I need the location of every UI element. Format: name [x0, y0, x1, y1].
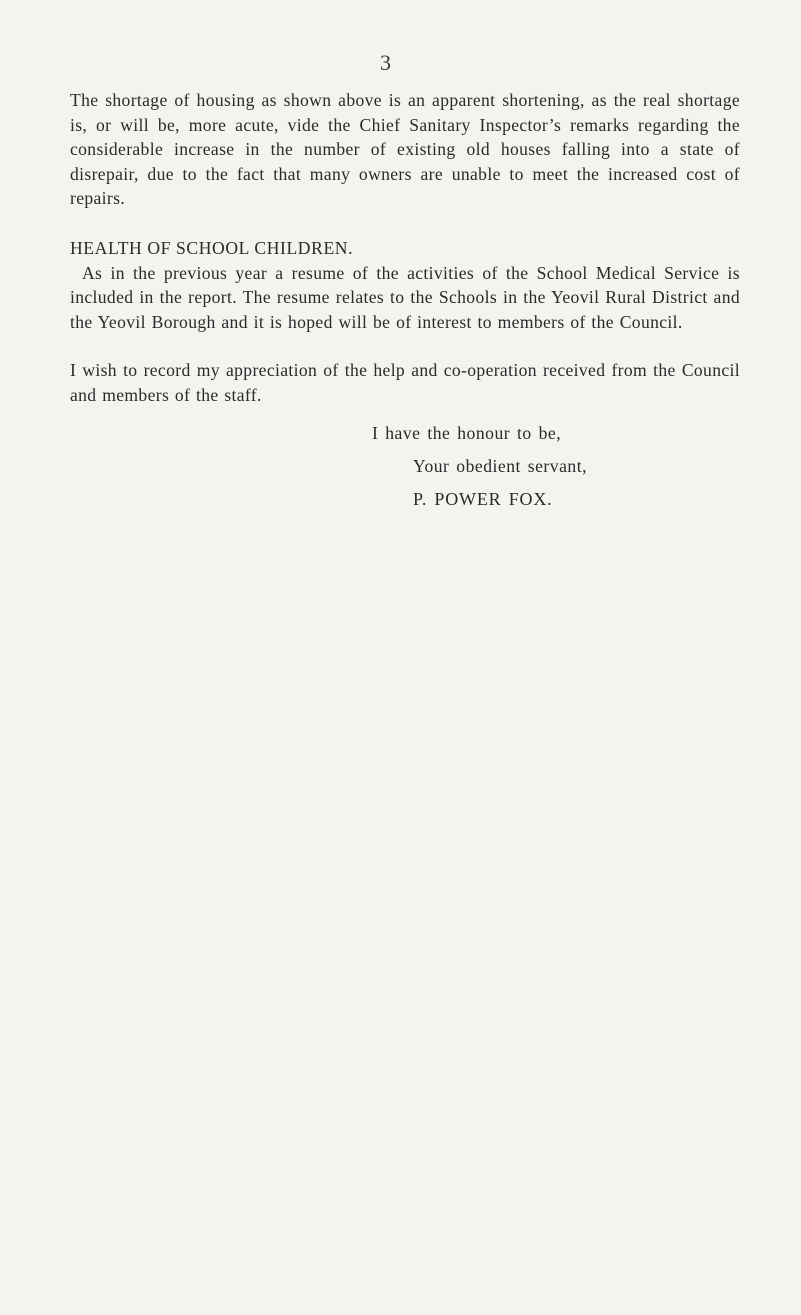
- closing-servant: Your obedient servant,: [413, 456, 587, 476]
- appreciation-paragraph: I wish to record my appreciation of the help and co-operation received from the Council and members of the staff.: [70, 360, 740, 405]
- report-body: [70, 88, 740, 408]
- school-medical-paragraph: As in the previous year a resume of the activities of the School Medical Service is included in the report. The resume relates to the Schools in the Yeovil Rural District and the Yeovil Borough and it is hoped will be of interest to members of the Council.: [70, 262, 740, 332]
- page-number: 3: [380, 50, 391, 75]
- housing-paragraph: The shortage of housing as shown above is an apparent shortening, as the real shortage is, or will be, more acute, vide the Chief Sanitary Inspector’s remarks regarding the considerable increase in the number of existing old houses falling into a state of disrepair, due to the fact that many owners are unable to meet the increased cost of repairs.: [70, 90, 740, 209]
- section-heading-school-children: HEALTH OF SCHOOL CHILDREN.: [70, 237, 354, 258]
- closing-salutation: I have the honour to be,: [372, 423, 562, 443]
- signature: P. POWER FOX.: [413, 489, 553, 509]
